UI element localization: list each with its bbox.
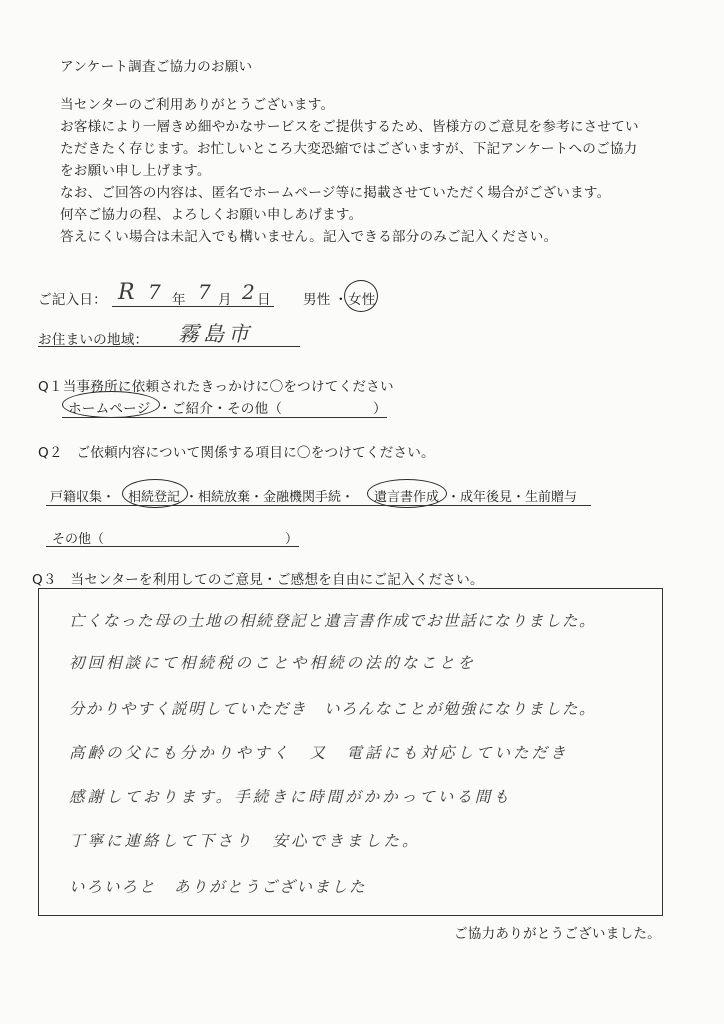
q2-option-yuigon[interactable]: 遺言書作成	[374, 490, 440, 505]
intro-line: をお願い申し上げます。	[60, 163, 211, 179]
date-underline	[112, 306, 274, 307]
area-value[interactable]: 霧島市	[178, 322, 253, 346]
q2-souzoku-touki-circle-mark	[122, 479, 188, 508]
intro-line: 何卒ご協力の程、よろしくお願い申しあげます。	[60, 207, 363, 223]
q3-answer-line: 感謝しております。手続きに時間がかかっている間も	[69, 788, 512, 806]
q1-underline	[62, 417, 387, 418]
q1-option-rest[interactable]: ・ご紹介・その他（	[158, 401, 283, 417]
intro-line: 答えにくい場合は未記入でも構いません。記入できる部分のみご記入ください。	[60, 229, 558, 245]
q2-option-souzoku-touki[interactable]: 相続登記	[128, 490, 181, 505]
q3-question: Q３ 当センターを利用してのご意見・ご感想を自由にご記入ください。	[32, 572, 484, 588]
date-era[interactable]: R	[118, 280, 135, 305]
q3-answer-box[interactable]	[38, 588, 663, 916]
q2-option-koseki[interactable]: 戸籍収集・	[50, 490, 116, 505]
q2-question: Q２ ご依頼内容について関係する項目に〇をつけてください。	[38, 445, 435, 461]
q2-option-mid[interactable]: ・相続放棄・金融機関手続・	[185, 490, 355, 505]
intro-line: 当センターのご利用ありがとうございます。	[60, 97, 335, 113]
area-underline	[38, 346, 300, 347]
q2-option-end[interactable]: ・成年後見・生前贈与	[447, 490, 578, 505]
q1-option-homepage[interactable]: ホームページ	[68, 401, 151, 417]
q3-answer-line: いろいろと ありがとうございました	[69, 878, 367, 896]
month-unit: 月	[218, 292, 232, 308]
gender-female-circle-mark	[344, 280, 378, 312]
area-label: お住まいの地域：	[38, 332, 149, 348]
q3-answer-line: 亡くなった母の土地の相続登記と遺言書作成でお世話になりました。	[69, 612, 597, 630]
q3-answer-line: 丁寧に連絡して下さり 安心できました。	[69, 832, 421, 850]
intro-line: お客様により一層きめ細やかなサービスをご提供するため、皆様方のご意見を参考にさせてい	[60, 119, 639, 135]
intro-line: なお、ご回答の内容は、匿名でホームページ等に掲載させていただく場合がございます。	[60, 185, 611, 201]
q3-answer-line: 初回相談にて相続税のことや相続の法的なことを	[69, 654, 477, 672]
q2-options-underline	[46, 505, 591, 506]
date-month[interactable]: 7	[198, 280, 211, 304]
q2-other-label: その他（	[52, 532, 105, 547]
q3-answer-line: 分かりやすく説明していただき いろんなことが勉強になりました。	[69, 700, 597, 718]
intro-line: ただきたく存じます。お忙しいところ大変恐縮ではございますが、下記アンケートへのご協力	[60, 141, 638, 157]
q1-question: Q１当事務所に依頼されたきっかけに〇をつけてください	[38, 379, 394, 395]
q3-answer-line: 高齢の父にも分かりやすく 又 電話にも対応していただき	[69, 744, 569, 762]
gender-female[interactable]: 女性	[348, 292, 376, 308]
gender-male[interactable]: 男性	[303, 292, 331, 308]
q2-other-underline	[46, 546, 299, 547]
q2-other-close: ）	[285, 532, 299, 547]
date-day[interactable]: 2	[242, 280, 255, 304]
q1-option-close: ）	[373, 401, 387, 417]
day-unit: 日	[257, 292, 271, 308]
date-year[interactable]: 7	[148, 280, 161, 304]
year-unit: 年	[172, 292, 186, 308]
q1-homepage-circle-mark	[62, 391, 160, 418]
closing-text: ご協力ありがとうございました。	[454, 926, 661, 942]
date-label: ご記入日：	[38, 292, 107, 308]
gender-separator: ・	[334, 292, 348, 308]
q2-yuigon-circle-mark	[367, 479, 447, 508]
page-title: アンケート調査ご協力のお願い	[60, 59, 253, 75]
